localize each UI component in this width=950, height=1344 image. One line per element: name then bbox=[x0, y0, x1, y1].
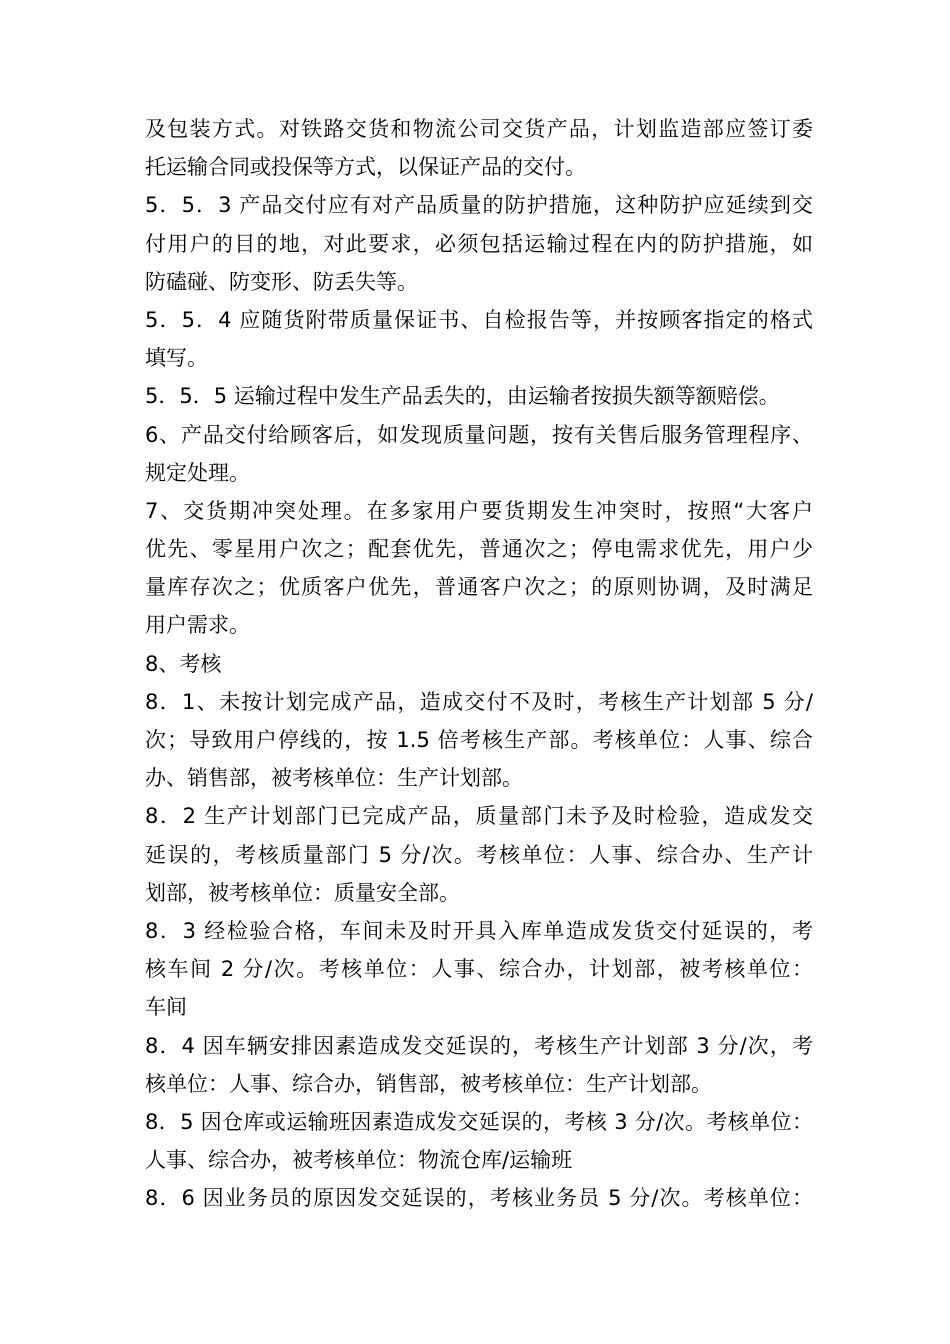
text-line: 车间 bbox=[145, 995, 187, 1020]
text-line: 5．5．3 产品交付应有对产品质量的防护措施，这种防护应延续到交 bbox=[145, 193, 813, 218]
document-body bbox=[145, 110, 813, 1217]
text-line: 付用户的目的地，对此要求，必须包括运输过程在内的防护措施，如 bbox=[145, 231, 813, 256]
text-line: 8．5 因仓库或运输班因素造成发交延误的，考核 3 分/次。考核单位： bbox=[145, 1109, 813, 1134]
text-line: 延误的，考核质量部门 5 分/次。考核单位：人事、综合办、生产计 bbox=[145, 842, 813, 867]
text-line: 人事、综合办，被考核单位：物流仓库/运输班 bbox=[145, 1148, 573, 1173]
text-line: 8．2 生产计划部门已完成产品，质量部门未予及时检验，造成发交 bbox=[145, 804, 813, 829]
text-line: 防磕碰、防变形、防丢失等。 bbox=[145, 269, 418, 294]
text-line: 8．4 因车辆安排因素造成发交延误的，考核生产计划部 3 分/次，考 bbox=[145, 1033, 813, 1058]
text-line: 次；导致用户停线的，按 1.5 倍考核生产部。考核单位：人事、综合 bbox=[145, 728, 813, 752]
text-line: 8．6 因业务员的原因发交延误的，考核业务员 5 分/次。考核单位： bbox=[145, 1186, 813, 1211]
text-line: 8．3 经检验合格，车间未及时开具入库单造成发货交付延误的，考 bbox=[145, 918, 813, 943]
text-line: 5．5．4 应随货附带质量保证书、自检报告等，并按顾客指定的格式 bbox=[145, 307, 813, 332]
text-line: 8、考核 bbox=[145, 651, 222, 676]
text-line: 办、销售部，被考核单位：生产计划部。 bbox=[145, 766, 523, 791]
text-line: 填写。 bbox=[145, 346, 208, 371]
text-line: 量库存次之；优质客户优先，普通客户次之；的原则协调，及时满足 bbox=[145, 575, 813, 600]
text-line: 核车间 2 分/次。考核单位：人事、综合办，计划部，被考核单位： bbox=[145, 957, 813, 982]
text-line: 及包装方式。对铁路交货和物流公司交货产品，计划监造部应签订委 bbox=[145, 117, 813, 141]
text-line: 优先、零星用户次之；配套优先，普通次之；停电需求优先，用户少 bbox=[145, 537, 813, 562]
text-line: 7、交货期冲突处理。在多家用户要货期发生冲突时，按照“大客户 bbox=[145, 498, 813, 523]
text-line: 5．5．5 运输过程中发生产品丢失的，由运输者按损失额等额赔偿。 bbox=[145, 384, 780, 409]
text-line: 核单位：人事、综合办，销售部，被考核单位：生产计划部。 bbox=[145, 1071, 712, 1096]
text-line: 规定处理。 bbox=[145, 460, 250, 485]
text-line: 用户需求。 bbox=[145, 613, 250, 638]
text-line: 8．1、未按计划完成产品，造成交付不及时，考核生产计划部 5 分/ bbox=[145, 689, 813, 714]
text-line: 托运输合同或投保等方式，以保证产品的交付。 bbox=[145, 155, 586, 180]
text-line: 划部，被考核单位：质量安全部。 bbox=[145, 880, 460, 905]
text-line: 6、产品交付给顾客后，如发现质量问题，按有关售后服务管理程序、 bbox=[145, 422, 813, 447]
